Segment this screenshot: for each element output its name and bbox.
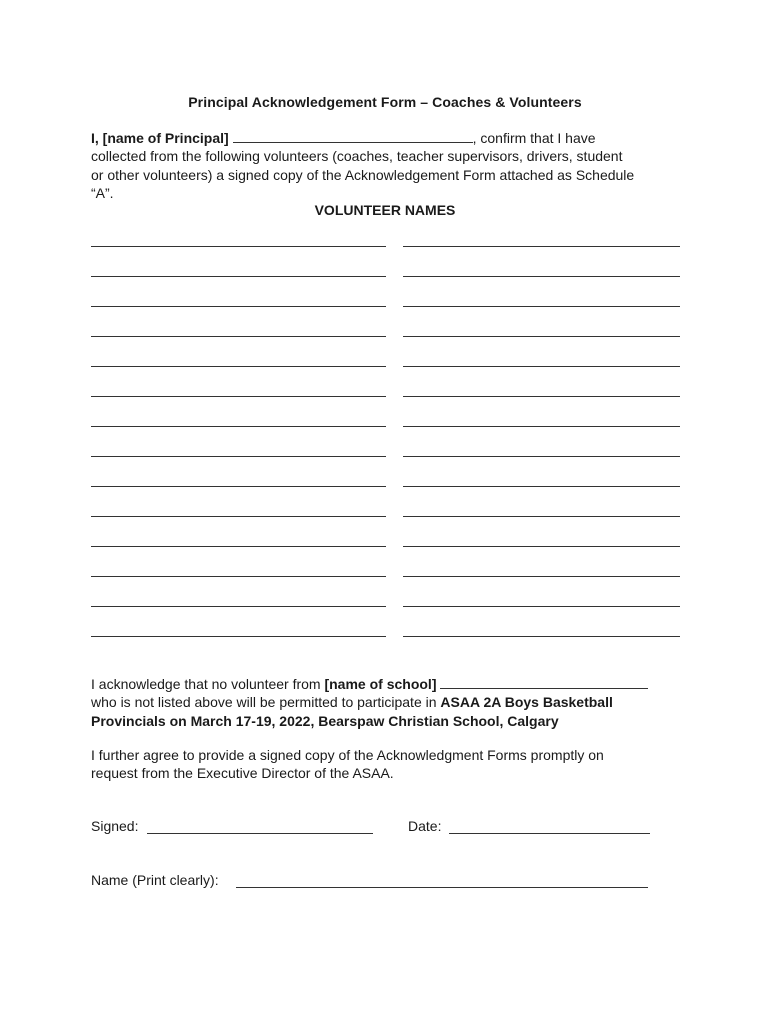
school-name-field[interactable] (440, 675, 648, 689)
volunteer-name-field-right-12[interactable] (403, 576, 680, 577)
volunteer-names-heading: VOLUNTEER NAMES (314, 202, 456, 218)
volunteer-name-field-left-10[interactable] (91, 516, 386, 517)
volunteer-name-field-left-9[interactable] (91, 486, 386, 487)
volunteer-name-field-right-7[interactable] (403, 426, 680, 427)
volunteer-name-field-left-12[interactable] (91, 576, 386, 577)
ack-line-1-prefix: I acknowledge that no volunteer from (91, 676, 325, 692)
further-line-2: request from the Executive Director of the ASAA. (91, 765, 394, 782)
school-name-label: [name of school] (324, 676, 437, 692)
volunteer-name-field-left-1[interactable] (91, 246, 386, 247)
intro-line-2: collected from the following volunteers (coaches, teacher supervisors, drivers, student (91, 148, 623, 165)
volunteer-name-field-left-7[interactable] (91, 426, 386, 427)
volunteer-name-field-right-1[interactable] (403, 246, 680, 247)
event-name-part-2: Provincials on March 17-19, 2022, Bearspaw Christian School, Calgary (91, 712, 559, 729)
ack-line-2-prefix: who is not listed above will be permitted to participate in (91, 694, 441, 711)
intro-line-1-suffix: , confirm that I have (472, 130, 596, 146)
date-label: Date: (408, 818, 442, 834)
ack-line-3 (91, 712, 711, 730)
ack-line-2 (91, 693, 711, 711)
signed-label: Signed: (91, 818, 139, 834)
volunteer-name-field-right-11[interactable] (403, 546, 680, 547)
volunteer-name-field-left-13[interactable] (91, 606, 386, 607)
name-print-label: Name (Print clearly): (91, 872, 219, 888)
volunteer-name-field-left-4[interactable] (91, 336, 386, 337)
date-field[interactable] (449, 833, 650, 834)
further-agreement-paragraph (91, 746, 711, 783)
volunteer-name-field-left-6[interactable] (91, 396, 386, 397)
volunteer-name-field-right-6[interactable] (403, 396, 680, 397)
event-name-part-1: ASAA 2A Boys Basketball (440, 694, 613, 711)
volunteer-name-field-right-9[interactable] (403, 486, 680, 487)
principal-name-label: I, [name of Principal] (91, 130, 229, 146)
intro-line-4: “A”. (91, 184, 114, 201)
volunteer-name-field-left-8[interactable] (91, 456, 386, 457)
signature-field[interactable] (147, 833, 373, 834)
intro-line-3: or other volunteers) a signed copy of the Acknowledgement Form attached as Schedule (91, 166, 635, 183)
volunteer-name-field-right-8[interactable] (403, 456, 680, 457)
volunteer-name-field-left-5[interactable] (91, 366, 386, 367)
volunteer-name-field-right-10[interactable] (403, 516, 680, 517)
volunteer-name-field-left-3[interactable] (91, 306, 386, 307)
volunteer-name-field-right-3[interactable] (403, 306, 680, 307)
form-title: Principal Acknowledgement Form – Coaches & Volunteers (188, 94, 582, 110)
volunteer-name-field-right-4[interactable] (403, 336, 680, 337)
ack-line-1 (91, 675, 711, 693)
printed-name-field[interactable] (236, 887, 648, 888)
volunteer-name-field-left-14[interactable] (91, 636, 386, 637)
acknowledgement-paragraph (91, 675, 711, 730)
volunteer-name-field-left-2[interactable] (91, 276, 386, 277)
volunteer-name-field-right-14[interactable] (403, 636, 680, 637)
volunteer-name-field-right-13[interactable] (403, 606, 680, 607)
volunteer-name-field-right-2[interactable] (403, 276, 680, 277)
volunteer-name-field-right-5[interactable] (403, 366, 680, 367)
volunteer-name-field-left-11[interactable] (91, 546, 386, 547)
further-line-1: I further agree to provide a signed copy of the Acknowledgment Forms promptly on (91, 747, 604, 763)
